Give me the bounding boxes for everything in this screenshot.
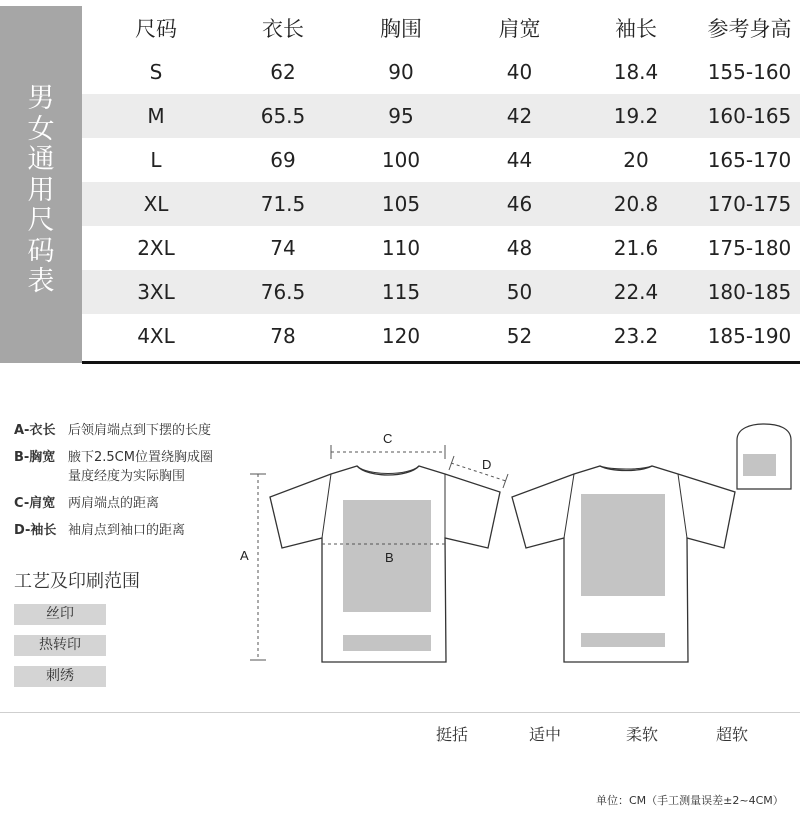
back-print-area [581,494,665,596]
header-cell: 尺码 [135,17,177,41]
legend-key: D-袖长 [14,523,57,538]
table-cell: 42 [506,104,533,128]
measure-tick [503,474,508,488]
header-cell: 袖长 [615,17,657,41]
table-bottom-rule [82,361,800,364]
tshirt-measure-diagram [0,380,805,680]
craft-option-heat-transfer[interactable]: 热转印 [14,635,106,656]
table-cell: 105 [381,192,421,216]
table-cell: 46 [506,192,533,216]
legend-desc: 袖肩点到袖口的距离 [68,523,186,538]
legend-desc: 腋下2.5CM位置绕胸成圈 量度经度为实际胸围 [68,450,213,484]
table-cell: 110 [381,236,421,260]
table-cell: 160-165 [707,104,792,128]
size-cell: 2XL [137,236,175,260]
legend-desc: 两肩端点的距离 [68,496,160,511]
table-cell: 22.4 [613,280,659,304]
size-cell: L [150,148,162,172]
table-cell: 71.5 [260,192,306,216]
table-header-row [82,6,800,50]
unit-note: 单位：CM（手工测量误差±2~4CM） [596,794,784,807]
table-row [82,314,800,358]
label-a: A [240,548,249,563]
size-cell: 4XL [137,324,175,348]
craft-option-embroidery[interactable]: 刺绣 [14,666,106,687]
table-cell: 165-170 [707,148,792,172]
table-row [82,182,800,226]
table-cell: 90 [388,60,414,84]
table-cell: 115 [381,280,421,304]
softness-option: 柔软 [626,725,659,744]
table-row [82,50,800,94]
table-cell: 23.2 [613,324,659,348]
table-cell: 175-180 [707,236,792,260]
table-cell: 65.5 [260,104,306,128]
legend-key: B-胸宽 [14,450,56,465]
back-hem-print-area [581,633,665,647]
table-cell: 20 [623,148,649,172]
table-cell: 62 [270,60,296,84]
side-title-text: 男 女 通 用 尺 码 表 [27,83,55,297]
table-cell: 76.5 [260,280,306,304]
table-cell: 40 [506,60,533,84]
section-divider [0,712,800,713]
chart-side-title [0,6,82,363]
table-cell: 48 [506,236,533,260]
softness-option: 适中 [529,725,562,744]
table-row [82,270,800,314]
table-row [82,94,800,138]
size-table [82,6,800,358]
table-row [82,138,800,182]
legend-key: C-肩宽 [14,496,56,511]
header-cell: 衣长 [262,17,304,41]
table-cell: 18.4 [613,60,659,84]
table-cell: 20.8 [613,192,659,216]
table-cell: 180-185 [707,280,792,304]
table-cell: 155-160 [707,60,792,84]
table-cell: 185-190 [707,324,792,348]
craft-title: 工艺及印刷范围 [14,571,140,592]
neck-label-print-area [743,454,776,476]
table-cell: 170-175 [707,192,792,216]
table-row [82,226,800,270]
craft-option-screen-print[interactable]: 丝印 [14,604,106,625]
table-cell: 74 [270,236,296,260]
softness-option: 挺括 [436,725,469,744]
table-cell: 19.2 [613,104,659,128]
size-cell: 3XL [137,280,175,304]
legend-key: A-衣长 [14,423,56,438]
table-cell: 120 [381,324,421,348]
size-cell: M [147,104,165,128]
label-d: D [482,457,492,472]
table-cell: 95 [388,104,414,128]
label-c: C [383,431,393,446]
table-cell: 50 [506,280,533,304]
table-cell: 69 [270,148,296,172]
size-cell: S [149,60,163,84]
table-cell: 21.6 [613,236,659,260]
table-cell: 44 [506,148,533,172]
softness-option: 超软 [716,725,749,744]
table-cell: 78 [270,324,296,348]
measure-tick [449,456,454,470]
label-b: B [385,550,394,565]
table-cell: 100 [381,148,421,172]
header-cell: 胸围 [380,17,422,41]
legend-desc: 后领肩端点到下摆的长度 [68,423,212,438]
size-cell: XL [143,192,169,216]
table-cell: 52 [506,324,533,348]
front-hem-print-area [343,635,431,651]
header-cell: 肩宽 [498,17,541,41]
header-cell: 参考身高 [707,17,792,41]
